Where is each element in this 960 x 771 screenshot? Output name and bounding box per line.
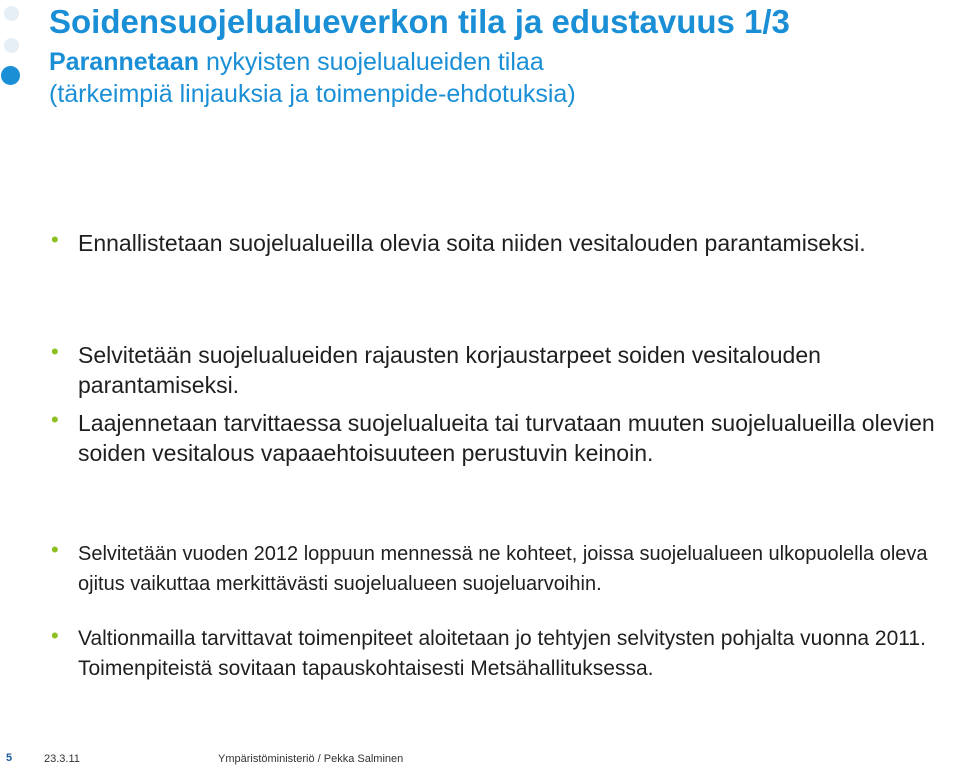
bullet-marker-icon: • [51,623,59,648]
slide-title: Soidensuojelualueverkon tila ja edustavuus 1/3 [49,3,790,40]
blue-dot-icon [1,66,20,85]
bullet-text: Valtionmailla tarvittavat toimenpiteet aloitetaan jo tehtyjen selvitysten pohjalta vuonna 2011. Toimenpiteistä sovitaan tapauskohtaisesti Metsähallituksessa. [78,627,926,680]
light-dot-icon [4,38,19,53]
subtitle-rest: nykyisten suojelualueiden tilaa [199,48,544,76]
slide-footer [0,752,960,770]
light-dot-icon [4,6,19,21]
bullet-marker-icon: • [51,407,59,432]
footer-date: 23.3.11 [44,753,80,765]
slide-subtitle [49,46,929,110]
bullet-text: Selvitetään suojelualueiden rajausten korjaustarpeet soiden vesitalouden parantamiseksi. [78,342,821,398]
bullet-marker-icon: • [51,227,59,252]
bullet-text: Ennallistetaan suojelualueilla olevia soita niiden vesitalouden parantamiseksi. [78,230,866,256]
bullet-item [51,623,958,684]
bullet-item [51,537,958,599]
bullet-text: Selvitetään vuoden 2012 loppuun mennessä ne kohteet, joissa suojelualueen ulkopuolella oleva ojitus vaikuttaa merkittävästi suojelualueen suojeluarvoihin. [78,543,928,595]
bullet-marker-icon: • [51,339,59,364]
page-number: 5 [6,752,13,764]
bullet-item [51,407,958,468]
bullet-text: Laajennetaan tarvittaessa suojelualueita tai turvataan muuten suojelualueilla olevien soiden vesitalous vapaaehtoisuuteen perustuvin keinoin. [78,410,935,466]
bullet-item [51,227,958,258]
subtitle-bold: Parannetaan [49,48,200,76]
footer-organization: Ympäristöministeriö / Pekka Salminen [218,753,404,765]
decorative-dots [0,0,40,100]
subtitle-line-2: (tärkeimpiä linjauksia ja toimenpide-ehdotuksia) [49,80,576,108]
bullet-marker-icon: • [51,537,59,562]
bullet-item [51,339,958,400]
